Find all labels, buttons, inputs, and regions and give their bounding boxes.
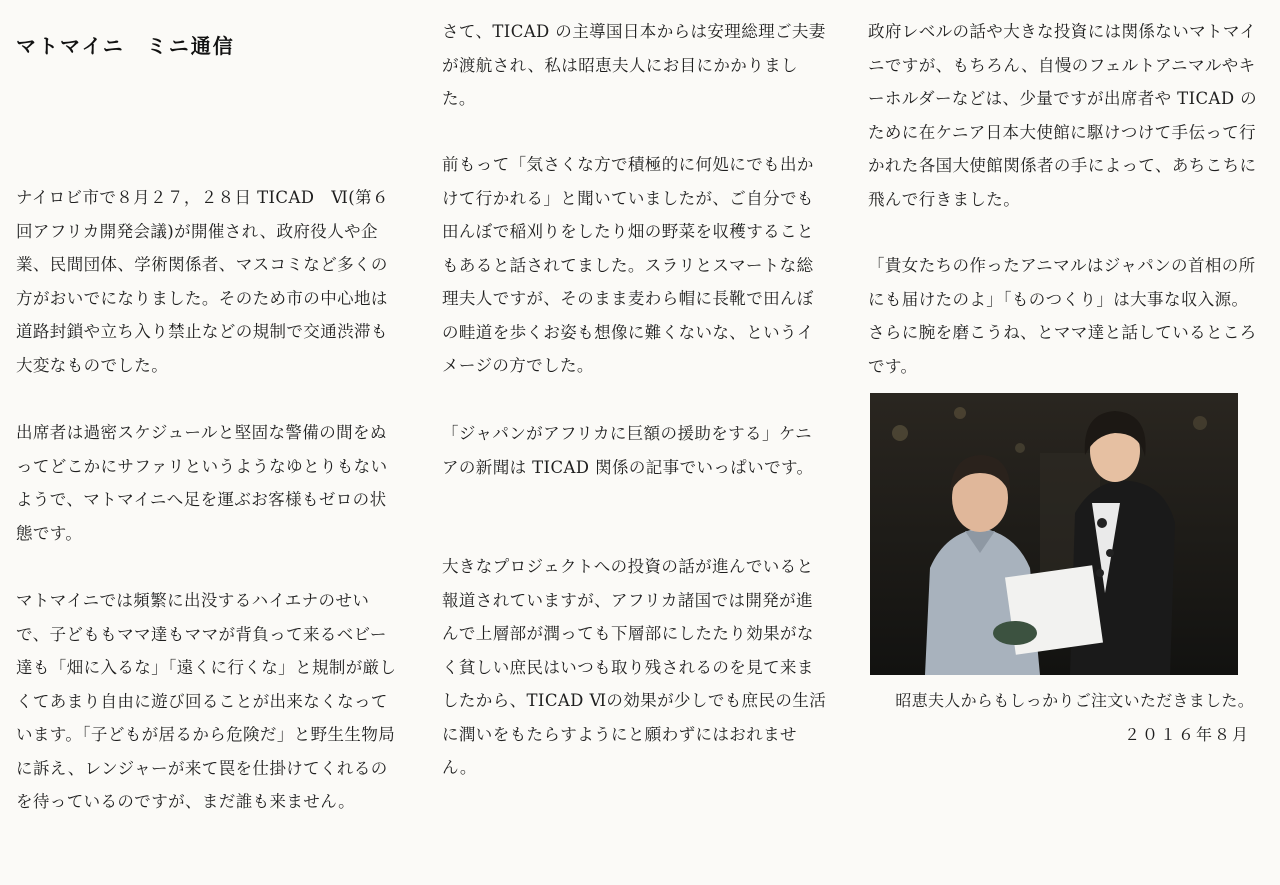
column-2-paragraph-4: 大きなプロジェクトへの投資の話が進んでいると報道されていますが、アフリカ諸国では開発が進んで上層部が潤っても下層部にしたたり効果がなく貧しい庶民はいつも取り残されるのを見て来ましたから、TICAD Ⅵの効果が少しでも庶民の生活に潤いをもたらすようにと願わずにはおれません。 <box>442 557 827 777</box>
column-2-paragraph-3: 「ジャパンがアフリカに巨額の援助をする」ケニアの新聞は TICAD 関係の記事でいっぱいです。 <box>442 424 814 477</box>
photo-caption: 昭恵夫人からもしっかりご注文いただきました。 <box>895 691 1254 710</box>
issue-date: ２０１６年８月 <box>1123 725 1250 744</box>
column-1-paragraph-3: マトマイニでは頻繁に出没するハイエナのせいで、子どももママ達もママが背負って来るベビー達も「畑に入るな」「遠くに行くな」と規制が厳しくてあまり自由に遊び回ることが出来なくなっています。「子どもが居るから危険だ」と野生生物局に訴え、レンジャーが来て罠を仕掛けてくれるのを待っているのですが、まだ誰も来ません。 <box>16 591 397 811</box>
newsletter-title: マトマイニ ミニ通信 <box>16 34 235 58</box>
column-2-paragraph-2: 前もって「気さくな方で積極的に何処にでも出かけて行かれる」と聞いていましたが、ご自分でも田んぼで稲刈りをしたり畑の野菜を収穫することもあると話されてました。スラリとスマートな総理夫人ですが、そのまま麦わら帽に長靴で田んぼの畦道を歩くお姿も想像に難くないな、というイメージの方でした。 <box>442 155 814 375</box>
column-3-paragraph-2: 「貴女たちの作ったアニマルはジャパンの首相の所にも届けたのよ」「ものつくり」は大事な収入源。さらに腕を磨こうね、とママ達と話しているところです。 <box>868 256 1257 376</box>
column-3-paragraph-1: 政府レベルの話や大きな投資には関係ないマトマイニですが、もちろん、自慢のフェルトアニマルやキーホルダーなどは、少量ですが出席者や TICAD のために在ケニア日本大使館に駆けつけて手伝って行かれた各国大使館関係者の手によって、あちこちに飛んで行きました。 <box>868 22 1258 209</box>
column-1-paragraph-2: 出席者は過密スケジュールと堅固な警備の間をぬってどこかにサファリというようなゆとりもないようで、マトマイニへ足を運ぶお客様もゼロの状態です。 <box>16 423 388 543</box>
column-1-paragraph-1: ナイロビ市で８月２７，２８日 TICAD Ⅵ(第６回アフリカ開発会議)が開催され、政府役人や企業、民間団体、学術関係者、マスコミなど多くの方がおいでになりました。そのため市の中心地は道路封鎖や立ち入り禁止などの規制で交通渋滞も大変なものでした。 <box>16 188 389 375</box>
photo-two-women <box>870 393 1238 675</box>
column-2-paragraph-1: さて、TICAD の主導国日本からは安理総理ご夫妻が渡航され、私は昭恵夫人にお目にかかりました。 <box>442 22 826 108</box>
